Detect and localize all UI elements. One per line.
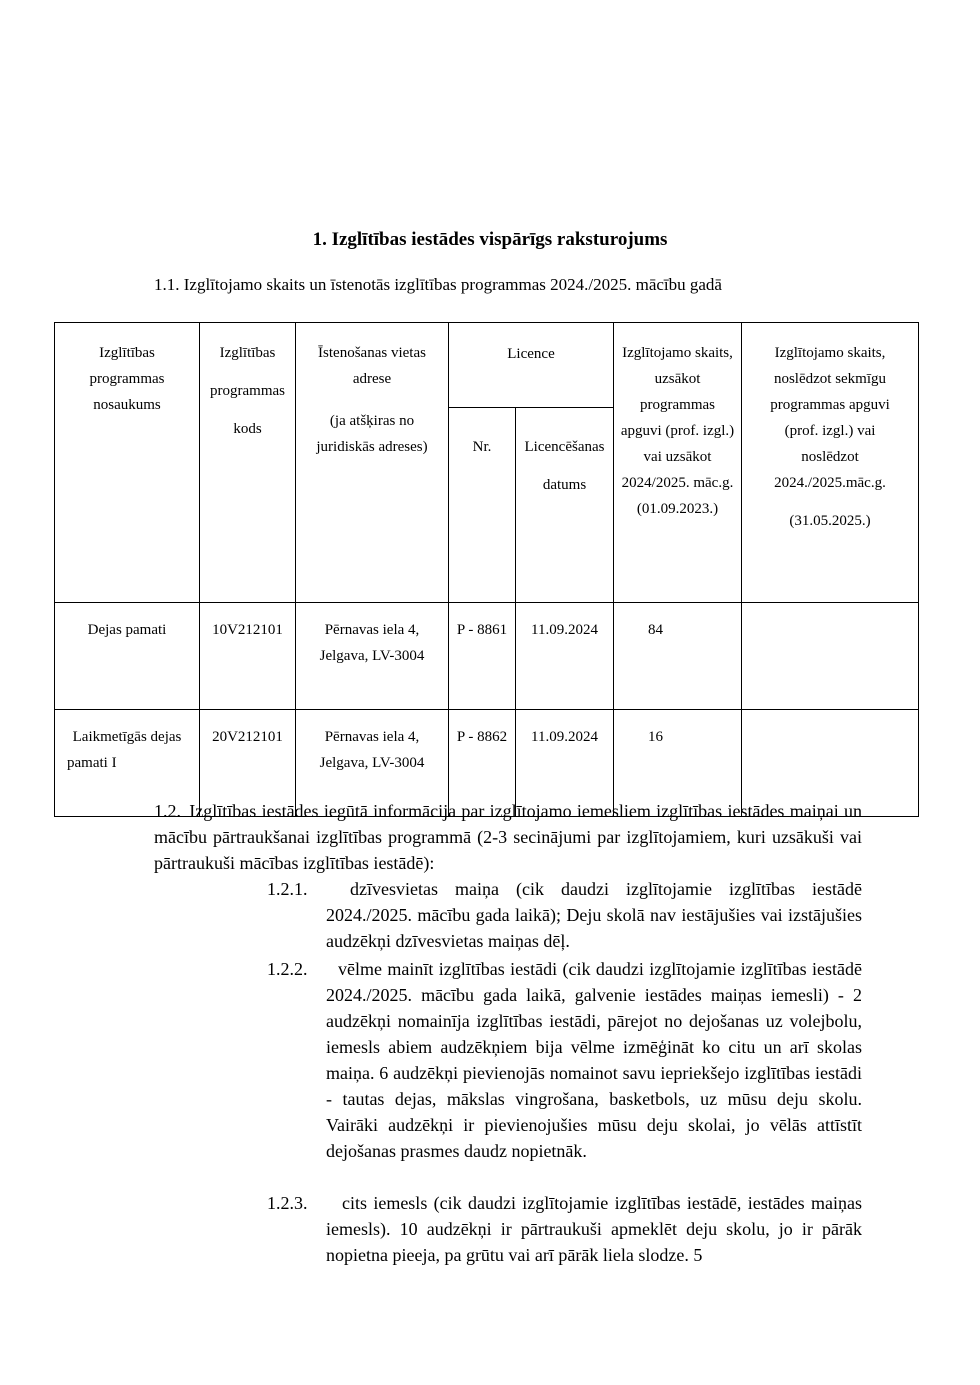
cell-licence-nr: P - 8861 [449, 603, 516, 710]
cell-licence-date: 11.09.2024 [516, 710, 614, 817]
header-licence-date: Licencēšanas datums [516, 408, 614, 603]
table-row [55, 603, 919, 710]
item-number: 1.2.1. [267, 879, 308, 899]
header-licence: Licence [449, 323, 614, 408]
item-text: dzīvesvietas maiņa (cik daudzi izglītojamie izglītības iestādē 2024./2025. mācību gada laikā); Deju skolā nav iestājušies vai izstājušies audzēkņi dzīvesvietas maiņas dēļ. [326, 879, 862, 951]
header-licence-nr: Nr. [449, 408, 516, 603]
header-program-code: Izglītības programmas kods [200, 323, 296, 603]
header-end-count: Izglītojamo skaits, noslēdzot sekmīgu programmas apguvi (prof. izgl.) vai noslēdzot 2024./2025.māc.g. (31.05.2025.) [742, 323, 919, 603]
cell-program-name: Laikmetīgās dejas pamati I [55, 710, 200, 817]
header-start-count: Izglītojamo skaits, uzsākot programmas apguvi (prof. izgl.) vai uzsākot 2024/2025. māc.g. (01.09.2023.) [614, 323, 742, 603]
section-1-2-text: Izglītības iestādes iegūtā informācija par izglītojamo iemesliem izglītības iestādes maiņai un mācību pārtraukšanai izglītības programmā (2-3 secinājumi par izglītojamiem, kuri uzsākuši vai pārtraukuši mācības izglītības iestādē): [154, 801, 863, 873]
list-item [267, 1190, 862, 1268]
header-address: Īstenošanas vietas adrese (ja atšķiras no juridiskās adreses) [296, 323, 449, 603]
subsection-heading: 1.1. Izglītojamo skaits un īstenotās izglītības programmas 2024./2025. mācību gadā [154, 275, 722, 294]
section-heading: 1. Izglītības iestādes vispārīgs raksturojums [312, 229, 668, 250]
cell-address: Pērnavas iela 4, Jelgava, LV-3004 [296, 710, 449, 817]
item-text: cits iemesls (cik daudzi izglītojamie izglītības iestādē, iestādes maiņas iemesls). 10 audzēkņi ir pārtraukuši apmeklēt deju skolu, jo ir pārāk nopietna pieeja, pa grūtu vai arī pārāk liela slodze. 5 [326, 1193, 862, 1265]
cell-start-count: 16 [614, 710, 742, 817]
cell-program-code: 10V212101 [200, 603, 296, 710]
cell-end-count [742, 603, 919, 710]
cell-start-count: 84 [614, 603, 742, 710]
list-item [267, 876, 862, 954]
section-1-2-label: 1.2. [154, 801, 181, 821]
cell-program-name: Dejas pamati [55, 603, 200, 710]
header-program-name: Izglītības programmas nosaukums [55, 323, 200, 603]
item-text: vēlme mainīt izglītības iestādi (cik daudzi izglītojamie izglītības iestādē 2024./2025. mācību gada laikā, galvenie iestādes maiņas iemesli) - 2 audzēkņi nomainīja izglītības iestādi, pārejot no dejošanas uz volejbolu, iemesls abiem audzēkņiem bija vēlme izmēģināt ko citu un arī skolas maiņa. 6 audzēkņi pievienojās nomainot savu iepriekšejo izglītības iestādi - tautas dejas, mākslas vingrošana, basketbols, uz mūsu deju skolu. Vairāki audzēkņi ir pievienojušies mūsu deju skolai, jo vēlās attīstīt dejošanas prasmes daudz nopietnāk. [326, 959, 862, 1161]
item-number: 1.2.2. [267, 959, 308, 979]
cell-program-code: 20V212101 [200, 710, 296, 817]
cell-address: Pērnavas iela 4, Jelgava, LV-3004 [296, 603, 449, 710]
programs-table [54, 322, 919, 817]
section-1-2-paragraph [154, 798, 862, 876]
item-number: 1.2.3. [267, 1193, 308, 1213]
cell-licence-date: 11.09.2024 [516, 603, 614, 710]
cell-licence-nr: P - 8862 [449, 710, 516, 817]
list-item [267, 956, 862, 1164]
